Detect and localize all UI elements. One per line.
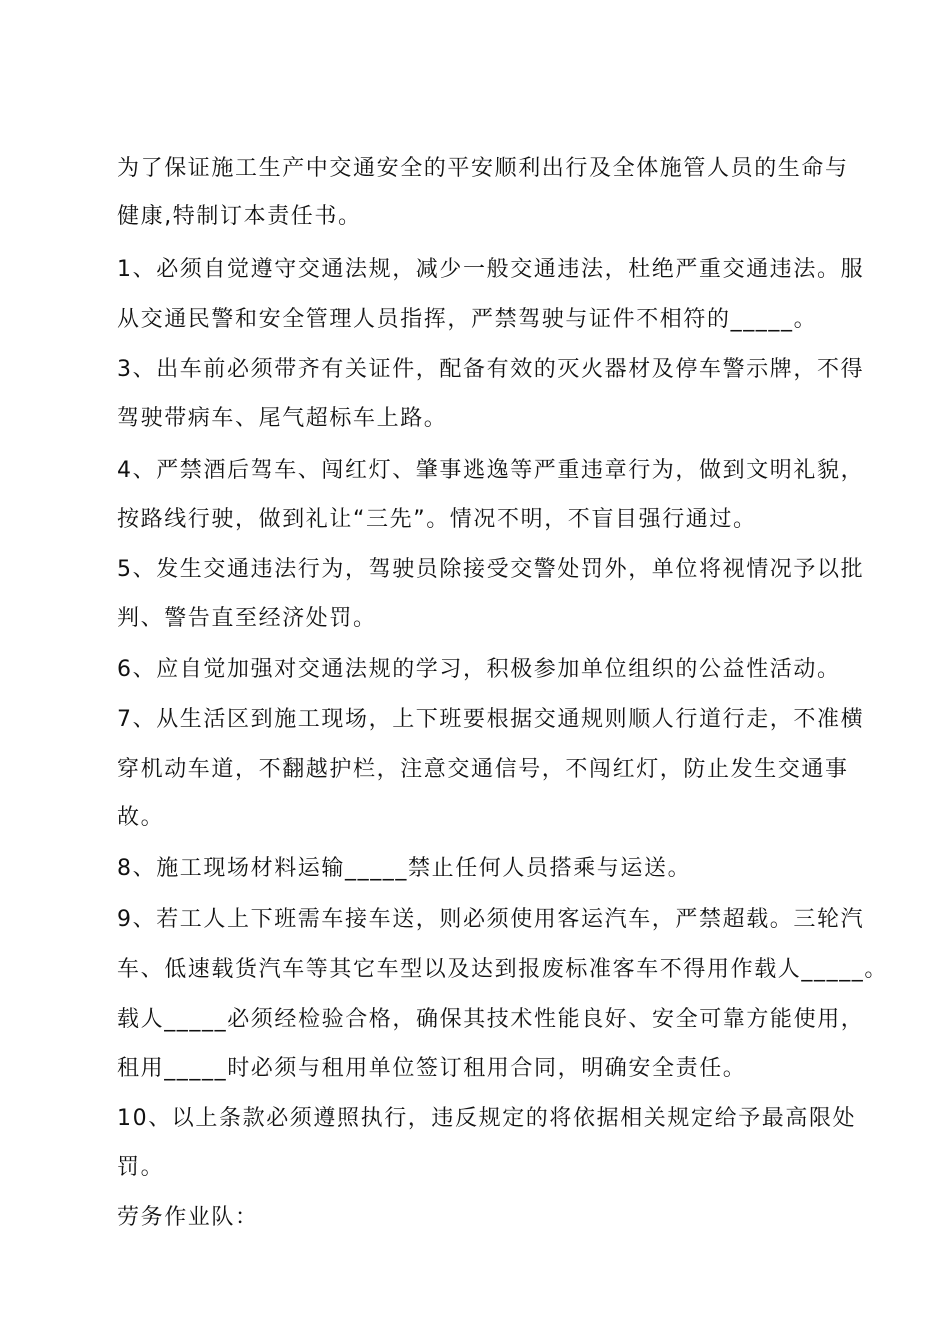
- clause-5-line-2: 判、警告直至经济处罚。: [117, 606, 377, 631]
- clause-7-line-1: 7、从生活区到施工现场，上下班要根据交通规则顺人行道行走，不准横: [117, 707, 865, 732]
- clause-7-line-3: 故。: [117, 805, 165, 830]
- clause-9-line-2: 车、低速载货汽车等其它车型以及达到报废标准客车不得用作载人_____。: [117, 957, 889, 982]
- clause-9-line-3: 载人_____必须经检验合格，确保其技术性能良好、安全可靠方能使用，: [117, 1007, 865, 1032]
- clause-4-line-1: 4、严禁酒后驾车、闯红灯、肇事逃逸等严重违章行为，做到文明礼貌，: [117, 458, 865, 483]
- clause-1-line-2: 从交通民警和安全管理人员指挥，严禁驾驶与证件不相符的_____。: [117, 307, 818, 332]
- intro-line-1: 为了保证施工生产中交通安全的平安顺利出行及全体施管人员的生命与: [117, 156, 849, 181]
- signature-label: 劳务作业队：: [117, 1205, 259, 1230]
- clause-7-line-2: 穿机动车道，不翻越护栏，注意交通信号，不闯红灯，防止发生交通事: [117, 757, 849, 782]
- clause-4-line-2: 按路线行驶，做到礼让“三先”。情况不明，不盲目强行通过。: [117, 507, 757, 532]
- clause-5-line-1: 5、发生交通违法行为，驾驶员除接受交警处罚外，单位将视情况予以批: [117, 557, 865, 582]
- clause-9-line-1: 9、若工人上下班需车接车送，则必须使用客运汽车，严禁超载。三轮汽: [117, 907, 865, 932]
- clause-10-line-1: 10、以上条款必须遵照执行，违反规定的将依据相关规定给予最高限处: [117, 1106, 857, 1131]
- clause-8-line-1: 8、施工现场材料运输_____禁止任何人员搭乘与运送。: [117, 856, 692, 881]
- clause-1-line-1: 1、必须自觉遵守交通法规，减少一般交通违法，杜绝严重交通违法。服: [117, 257, 865, 282]
- clause-3-line-2: 驾驶带病车、尾气超标车上路。: [117, 406, 448, 431]
- clause-9-line-4: 租用_____时必须与租用单位签订租用合同，明确安全责任。: [117, 1056, 747, 1081]
- clause-3-line-1: 3、出车前必须带齐有关证件，配备有效的灭火器材及停车警示牌，不得: [117, 357, 865, 382]
- intro-line-2: 健康,特制订本责任书。: [117, 204, 362, 229]
- clause-6-line-1: 6、应自觉加强对交通法规的学习，积极参加单位组织的公益性活动。: [117, 657, 841, 682]
- clause-10-line-2: 罚。: [117, 1155, 165, 1180]
